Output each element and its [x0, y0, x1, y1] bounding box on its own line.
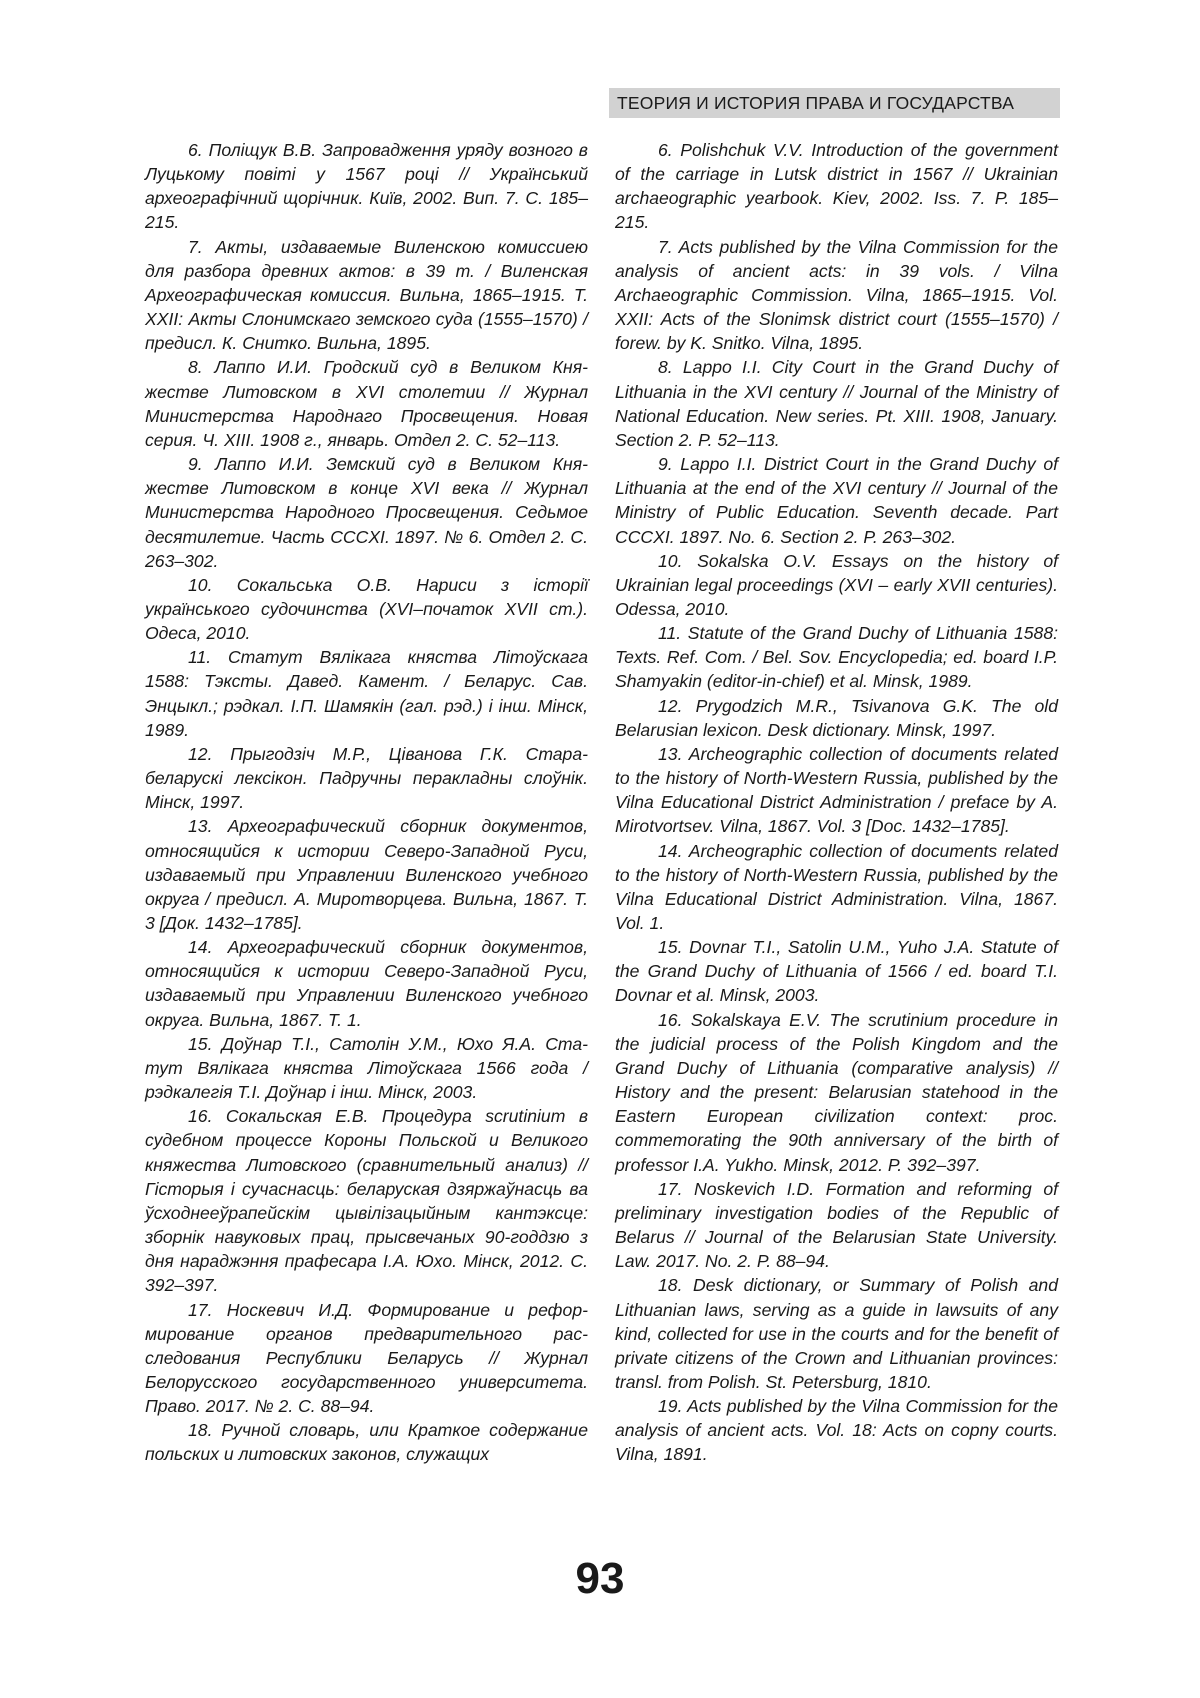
reference-entry: 7. Акты, издаваемые Виленскою комиссиею для разбора древних актов: в 39 т. / Виленская Археографическая комиссия. Вильна, 1865–1915. Т. XXII: Акты Слонимскаго земского суда (1555–1570) / предисл. К. Снитко. Вильна, 1895. [145, 236, 588, 354]
reference-entry: 15. Доўнар Т.І., Сатолін У.М., Юхо Я.А. Статут Вялікага княства Літоўскага 1566 года / рэдкалегія Т.І. Доўнар і інш. Мінск, 2003. [145, 1033, 588, 1103]
reference-entry: 14. Archeographic collection of documents related to the history of North-Western Russia, published by the Vilna Educational District Administration. Vilna, 1867. Vol. 1. [615, 840, 1058, 933]
reference-entry: 12. Прыгодзіч М.Р., Ціванова Г.К. Старабеларускі лексікон. Падручны перакладны слоўнік. Мінск, 1997. [145, 743, 588, 813]
reference-entry: 10. Sokalska O.V. Essays on the history of Ukrainian legal proceedings (XVI – early XVII centuries). Odessa, 2010. [615, 550, 1058, 619]
reference-entry: 12. Prygodzich M.R., Tsivanova G.K. The old Belarusian lexicon. Desk dictionary. Minsk, 1997. [615, 695, 1058, 740]
reference-entry: 17. Noskevich I.D. Formation and reforming of preliminary investigation bodies of the Republic of Belarus // Journal of the Belarusian State University. Law. 2017. No. 2. P. 88–94. [615, 1178, 1058, 1272]
references-column-english [615, 138, 1058, 1467]
running-header: ТЕОРИЯ И ИСТОРИЯ ПРАВА И ГОСУДАРСТВА [609, 88, 1060, 118]
reference-entry: 18. Desk dictionary, or Summary of Polish and Lithuanian laws, serving as a guide in lawsuits of any kind, collected for use in the courts and for the benefit of private citizens of the Crown and Lithuanian provinces: transl. from Polish. St. Petersburg, 1810. [615, 1275, 1058, 1392]
page-number: 93 [575, 1554, 625, 1603]
reference-entry: 6. Polishchuk V.V. Introduction of the government of the carriage in Lutsk district in 1567 // Ukrainian archaeographic yearbook. Kiev, 2002. Iss. 7. P. 185–215. [615, 140, 1058, 233]
reference-entry: 19. Acts published by the Vilna Commission for the analysis of ancient acts. Vol. 18: Acts on copny courts. Vilna, 1891. [615, 1396, 1058, 1465]
reference-entry: 13. Archeographic collection of documents related to the history of North-Western Russia, published by the Vilna Educational District Administration / preface by A. Mirotvortsev. Vilna, 1867. Vol. 3 [Doc. 1432–1785]. [615, 743, 1058, 837]
reference-entry: 15. Dovnar T.I., Satolin U.M., Yuho J.A. Statute of the Grand Duchy of Lithuania of 1566 / ed. board T.I. Dovnar et al. Minsk, 2003. [615, 937, 1058, 1006]
reference-entry: 9. Lappo I.I. District Court in the Grand Duchy of Lithuania at the end of the XVI century // Journal of the Ministry of Public Education. Seventh decade. Part CCCXI. 1897. No. 6. Section 2. P. 263–302. [615, 454, 1058, 547]
references-column-russian [145, 138, 588, 1467]
reference-entry: 8. Лаппо И.И. Гродский суд в Великом Княжестве Литовском в XVI столетии // Журнал Министерства Народнаго Просвещения. Новая серия. Ч. XIII. 1908 г., январь. Отдел 2. С. 52–113. [145, 357, 588, 450]
reference-entry: 14. Археографический сборник документов, относящийся к истории Северо-Западной Руси, издаваемый при Управлении Виленского учебного округа. Вильна, 1867. Т. 1. [145, 937, 588, 1030]
reference-entry: 11. Statute of the Grand Duchy of Lithuania 1588: Texts. Ref. Com. / Bel. Sov. Encyclopedia; ed. board I.P. Shamyakin (editor-in-chief) et al. Minsk, 1989. [615, 623, 1058, 692]
reference-entry: 9. Лаппо И.И. Земский суд в Великом Княжестве Литовском в конце XVI века // Журнал Министерства Народного Просвещения. Седьмое десятилетие. Часть CCCXI. 1897. № 6. Отдел 2. С. 263–302. [145, 454, 588, 571]
reference-entry: 16. Сокальская Е.В. Процедура scrutinium в судебном процессе Короны Польской и Великого княжества Литовского (сравнительный анализ) // Гісторыя і сучаснасць: беларуская дзяржаўнасць ва ўсходнееўрапейскім цывілізацыйным кантэксце: зборнік навуковых прац, прысвечаных 90-годдзю з дня нараджэння прафесара І.А. Юхо. Мінск, 2012. С. 392–397. [145, 1106, 588, 1296]
reference-entry: 11. Статут Вялікага княства Літоўскага 1588: Тэксты. Давед. Камент. / Беларус. Сав. Энцыкл.; рэдкал. І.П. Шамякін (гал. рэд.) і інш. Мінск, 1989. [145, 647, 588, 740]
reference-entry: 18. Ручной словарь, или Краткое содержание польских и литовских законов, служащих [145, 1420, 588, 1465]
reference-entry: 13. Археографический сборник документов, относящийся к истории Северо-Западной Руси, издаваемый при Управлении Виленского учебного округа / предисл. А. Миротворцева. Вильна, 1867. Т. 3 [Док. 1432–1785]. [145, 816, 588, 933]
reference-entry: 16. Sokalskaya E.V. The scrutinium procedure in the judicial process of the Polish Kingdom and the Grand Duchy of Lithuania (comparative analysis) // History and the present: Belarusian statehood in the Eastern European civilization context: proc. commemorating the 90th anniversary of the birth of professor I.A. Yukho. Minsk, 2012. P. 392–397. [615, 1009, 1058, 1175]
reference-entry: 10. Сокальська О.В. Нариси з історії українського судочинства (XVI–початок XVII ст.). Одеса, 2010. [145, 574, 588, 644]
reference-entry: 17. Носкевич И.Д. Формирование и реформирование органов предварительного расследования Республики Беларусь // Журнал Белорусского государственного университета. Право. 2017. № 2. С. 88–94. [145, 1299, 588, 1417]
reference-entry: 6. Поліщук В.В. Запровадження уряду возного в Луцькому повіті у 1567 році // Український археографічний щорічник. Київ, 2002. Вип. 7. С. 185–215. [145, 140, 588, 233]
reference-entry: 7. Acts published by the Vilna Commission for the analysis of ancient acts: in 39 vols. / Vilna Archaeographic Commission. Vilna, 1865–1915. Vol. XXII: Acts of the Slonimsk district court (1555–1570) / forew. by K. Snitko. Vilna, 1895. [615, 236, 1058, 354]
reference-entry: 8. Lappo I.I. City Court in the Grand Duchy of Lithuania in the XVI century // Journal of the Ministry of National Education. New series. Pt. XIII. 1908, January. Section 2. P. 52–113. [615, 357, 1058, 450]
